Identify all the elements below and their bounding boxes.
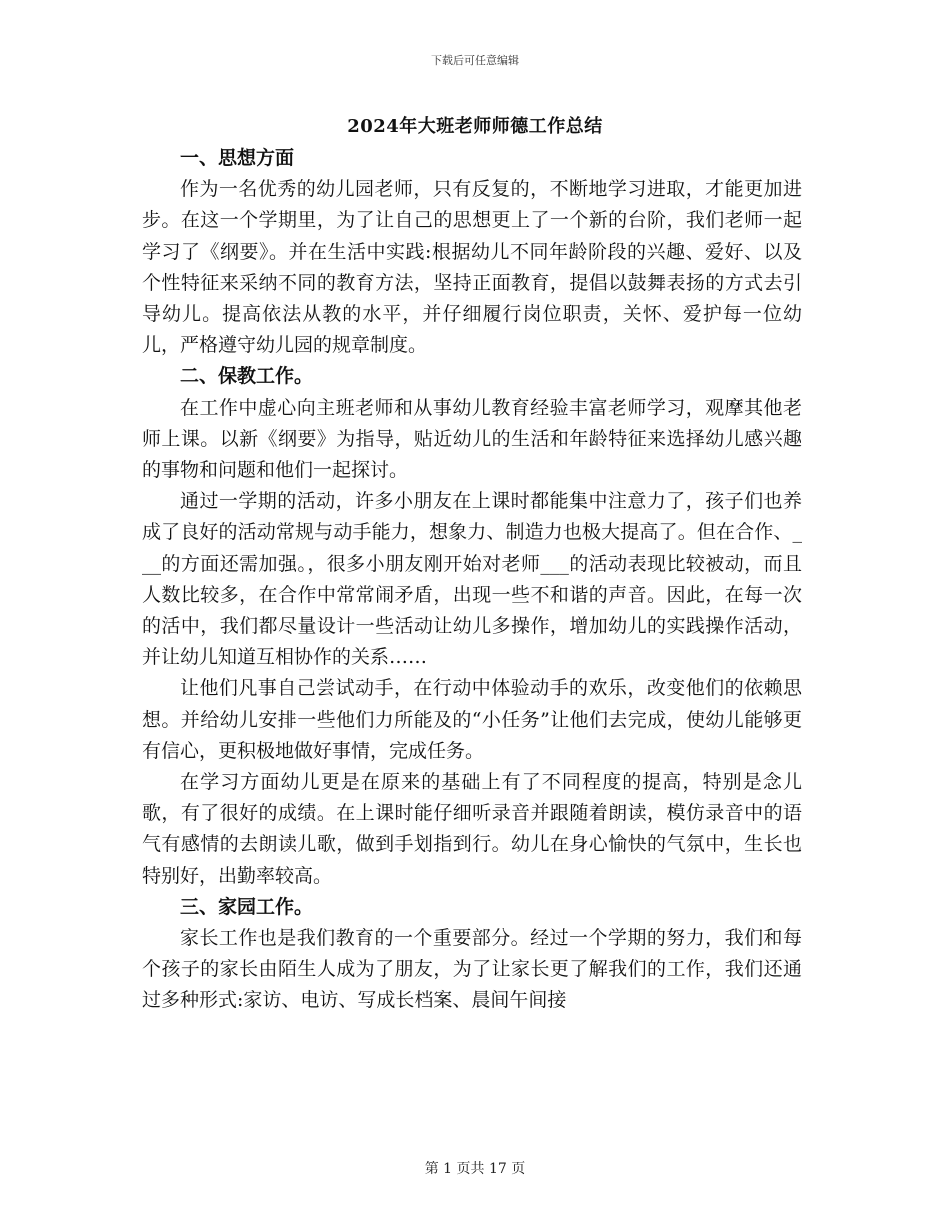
- section-heading-teaching: 二、保教工作。: [180, 365, 314, 388]
- paragraph: 作为一名优秀的幼儿园老师，只有反复的，不断地学习进取，才能更加进步。在这一个学期里，为了让自己的思想更上了一个新的台阶，我们老师一起学习了《纲要》。并在生活中实践:根据幼儿不同年龄阶段的兴趣、爱好、以及个性特征来采纳不同的教育方法，坚持正面教育，提倡以鼓舞表扬的方式去引导幼儿。提高依法从教的水平，并仔细履行岗位职责，关怀、爱护每一位幼儿，严格遵守幼儿园的规章制度。: [142, 178, 802, 357]
- paragraph: 在工作中虚心向主班老师和从事幼儿教育经验丰富老师学习，观摩其他老师上课。以新《纲要》为指导，贴近幼儿的生活和年龄特征来选择幼儿感兴趣的事物和问题和他们一起探讨。: [142, 396, 802, 482]
- section-heading-home-school: 三、家园工作。: [180, 895, 314, 918]
- document-title: 2024年大班老师师德工作总结: [347, 116, 603, 137]
- paragraph: 家长工作也是我们教育的一个重要部分。经过一个学期的努力，我们和每个孩子的家长由陌生人成为了朋友，为了让家长更了解我们的工作，我们还通过多种形式:家访、电访、写成长档案、晨间午间接: [142, 927, 802, 1012]
- paragraph: 在学习方面幼儿更是在原来的基础上有了不同程度的提高，特别是念儿歌，有了很好的成绩。在上课时能仔细听录音并跟随着朗读，模仿录音中的语气有感情的去朗读儿歌，做到手划指到行。幼儿在身心愉快的气氛中，生长也特别好，出勤率较高。: [142, 771, 802, 887]
- page-header-note: 下载后可任意编辑: [431, 54, 519, 67]
- section-heading-thinking: 一、思想方面: [180, 147, 295, 169]
- paragraph: 让他们凡事自己尝试动手，在行动中体验动手的欢乐，改变他们的依赖思想。并给幼儿安排一些他们力所能及的“小任务”让他们去完成，使幼儿能够更有信心，更积极地做好事情，完成任务。: [142, 677, 802, 762]
- page-number: 第 1 页共 17 页: [424, 1161, 526, 1177]
- document-body: [142, 143, 802, 1017]
- paragraph: 通过一学期的活动，许多小朋友在上课时都能集中注意力了，孩子们也养成了良好的活动常规与动手能力，想象力、制造力也极大提高了。但在合作、___的方面还需加强。，很多小朋友刚开始对老师___的活动表现比较被动，而且人数比较多，在合作中常常闹矛盾，出现一些不和谐的声音。因此，在每一次的活中，我们都尽量设计一些活动让幼儿多操作，增加幼儿的实践操作活动，并让幼儿知道互相协作的关系……: [142, 490, 802, 669]
